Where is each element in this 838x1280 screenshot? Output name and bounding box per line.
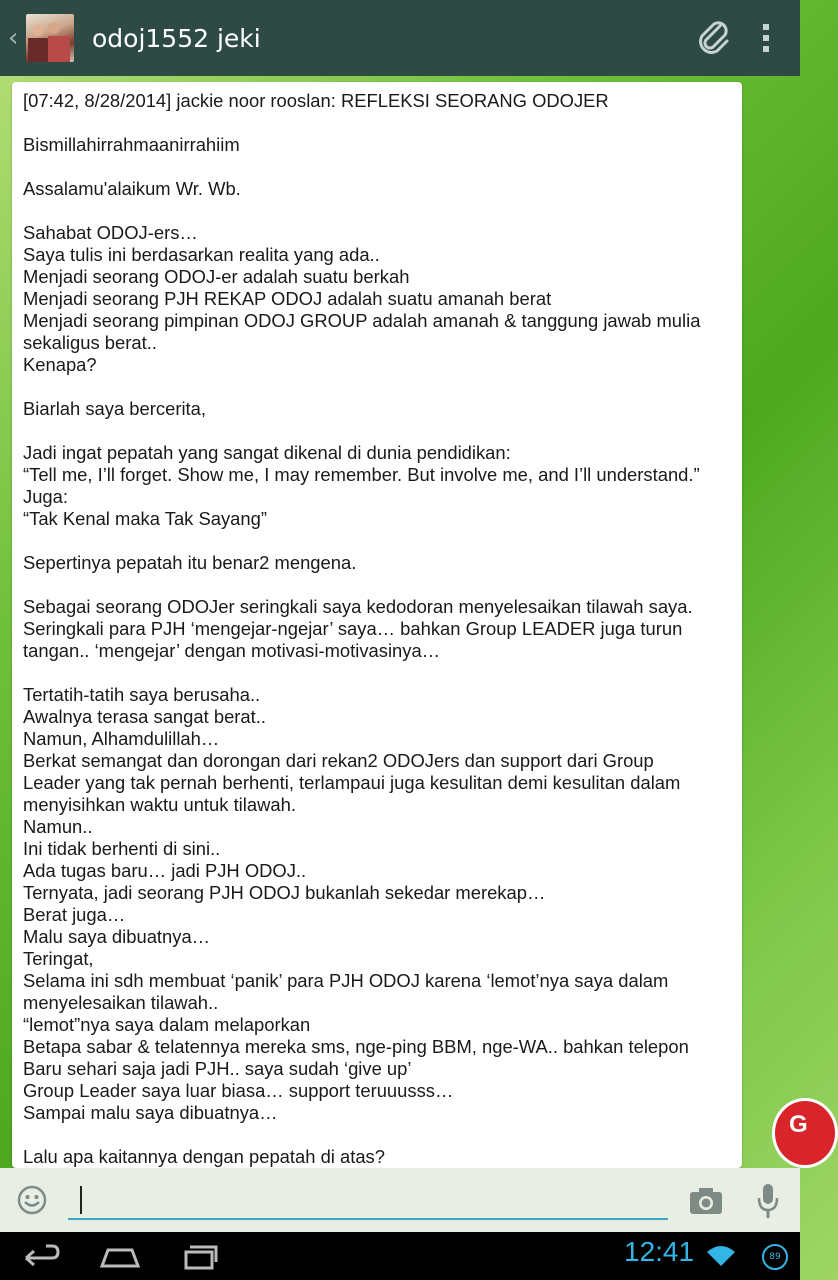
recent-apps-icon[interactable]: [176, 1240, 224, 1272]
floating-app-badge[interactable]: G: [772, 1098, 838, 1168]
message-line: Namun..: [23, 816, 93, 837]
message-line: [23, 1124, 735, 1146]
message-line: Lalu apa kaitannya dengan pepatah di atas?: [23, 1146, 385, 1167]
message-line: Baru sehari saja jadi PJH.. saya sudah ‘give up’: [23, 1058, 412, 1079]
message-line: Sampai malu saya dibuatnya…: [23, 1102, 278, 1123]
chat-title[interactable]: odoj1552 jeki: [92, 23, 261, 53]
message-line: Biarlah saya bercerita,: [23, 398, 206, 419]
message-text: [23, 90, 735, 1168]
message-line: Namun, Alhamdulillah…: [23, 728, 220, 749]
message-line: [23, 420, 735, 442]
message-line: Malu saya dibuatnya…: [23, 926, 211, 947]
message-line: Awalnya terasa sangat berat..: [23, 706, 266, 727]
message-line: tangan.. ‘mengejar’ dengan motivasi-motivasinya…: [23, 640, 441, 661]
message-line: Menjadi seorang PJH REKAP ODOJ adalah suatu amanah berat: [23, 288, 552, 309]
contact-avatar[interactable]: [26, 14, 74, 62]
message-line: [23, 200, 735, 222]
message-line: menyelesaikan tilawah..: [23, 992, 219, 1013]
message-line: Teringat,: [23, 948, 94, 969]
message-line: Menjadi seorang ODOJ-er adalah suatu berkah: [23, 266, 410, 287]
message-line: Menjadi seorang pimpinan ODOJ GROUP adalah amanah & tanggung jawab mulia: [23, 310, 701, 331]
message-line: menyisihkan waktu untuk tilawah.: [23, 794, 296, 815]
message-line: Ternyata, jadi seorang PJH ODOJ bukanlah sekedar merekap…: [23, 882, 546, 903]
message-line: “Tell me, I’ll forget. Show me, I may remember. But involve me, and I’ll understand.”: [23, 464, 700, 485]
message-line: Group Leader saya luar biasa… support teruuusss…: [23, 1080, 454, 1101]
message-line: [07:42, 8/28/2014] jackie noor rooslan: REFLEKSI SEORANG ODOJER: [23, 90, 609, 111]
wifi-icon: [706, 1244, 736, 1268]
composer-bar: [0, 1168, 800, 1232]
message-bubble: [12, 82, 742, 1168]
message-line: Saya tulis ini berdasarkan realita yang ada..: [23, 244, 380, 265]
message-line: Betapa sabar & telatennya mereka sms, nge-ping BBM, nge-WA.. bahkan telepon: [23, 1036, 689, 1057]
message-line: “lemot”nya saya dalam melaporkan: [23, 1014, 311, 1035]
message-line: [23, 156, 735, 178]
message-line: Bismillahirrahmaanirrahiim: [23, 134, 240, 155]
microphone-icon[interactable]: [756, 1182, 780, 1220]
system-nav-bar: [0, 1232, 800, 1280]
back-icon[interactable]: [16, 1240, 64, 1272]
message-line: [23, 530, 735, 552]
message-line: [23, 574, 735, 596]
message-line: Sepertinya pepatah itu benar2 mengena.: [23, 552, 357, 573]
smiley-icon[interactable]: [16, 1184, 48, 1216]
message-line: Selama ini sdh membuat ‘panik’ para PJH ODOJ karena ‘lemot’nya saya dalam: [23, 970, 669, 991]
paperclip-icon[interactable]: [694, 18, 734, 58]
message-line: Ini tidak berhenti di sini..: [23, 838, 221, 859]
message-line: Ada tugas baru… jadi PJH ODOJ..: [23, 860, 307, 881]
message-line: Leader yang tak pernah berhenti, terlampaui juga kesulitan demi kesulitan dalam: [23, 772, 681, 793]
action-bar: [0, 0, 800, 76]
message-line: Sahabat ODOJ-ers…: [23, 222, 198, 243]
message-line: Assalamu'alaikum Wr. Wb.: [23, 178, 241, 199]
home-icon[interactable]: [96, 1240, 144, 1272]
message-line: sekaligus berat..: [23, 332, 157, 353]
message-line: Juga:: [23, 486, 68, 507]
back-chevron-icon[interactable]: ‹: [8, 23, 19, 53]
message-line: Jadi ingat pepatah yang sangat dikenal di dunia pendidikan:: [23, 442, 511, 463]
camera-icon[interactable]: [688, 1186, 724, 1216]
text-caret: [80, 1186, 82, 1214]
message-line: [23, 112, 735, 134]
message-line: “Tak Kenal maka Tak Sayang”: [23, 508, 267, 529]
message-line: Kenapa?: [23, 354, 97, 375]
message-line: Berkat semangat dan dorongan dari rekan2 ODOJers dan support dari Group: [23, 750, 654, 771]
message-line: Tertatih-tatih saya berusaha..: [23, 684, 261, 705]
status-clock: 12:41: [624, 1236, 695, 1267]
message-line: [23, 662, 735, 684]
message-input[interactable]: [68, 1182, 668, 1220]
message-line: [23, 376, 735, 398]
message-line: Seringkali para PJH ‘mengejar-ngejar’ saya… bahkan Group LEADER juga turun: [23, 618, 683, 639]
overflow-menu-icon[interactable]: [760, 24, 772, 52]
battery-icon: 89: [762, 1244, 788, 1270]
message-line: Berat juga…: [23, 904, 126, 925]
message-line: Sebagai seorang ODOJer seringkali saya kedodoran menyelesaikan tilawah saya.: [23, 596, 693, 617]
